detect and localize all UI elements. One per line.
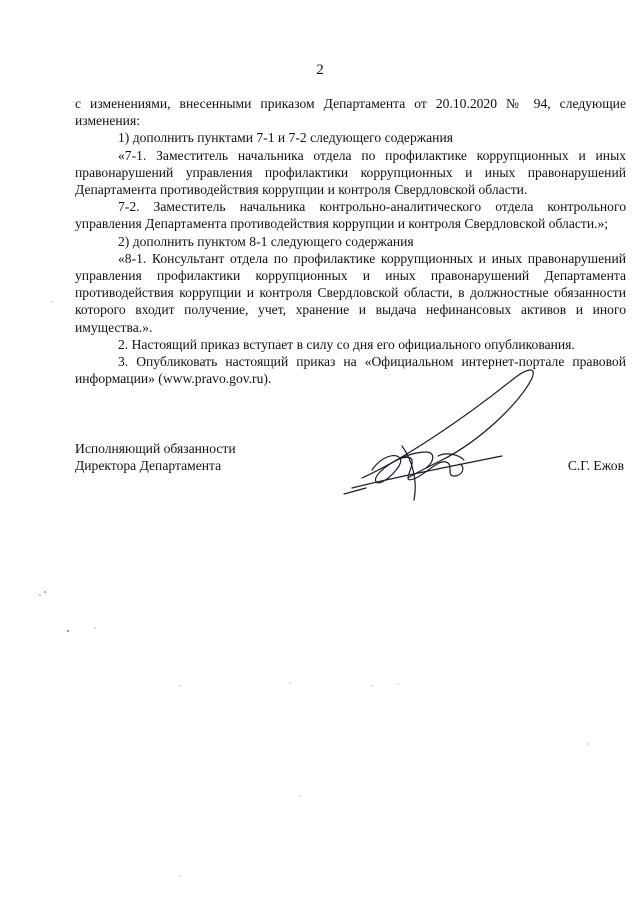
paragraph-item-2: 2) дополнить пунктом 8-1 следующего содержания (118, 233, 414, 249)
paragraph-item-1: 1) дополнить пунктами 7-1 и 7-2 следующего содержания (118, 130, 453, 146)
signature-block (75, 440, 626, 520)
document-body (75, 95, 626, 387)
paragraph-intro: с изменениями, внесенными приказом Департамента от 20.10.2020 № 94, следующие изменения: (75, 96, 626, 129)
paragraph-point-2: 2. Настоящий приказ вступает в силу со дня его официального опубликования. (118, 336, 575, 352)
signer-position (75, 440, 236, 474)
paragraph-clause-7-2: 7-2. Заместитель начальника контрольно-аналитического отдела контрольного управления Департамента противодействия коррупции и контроля Свердловской области.»; (75, 199, 626, 232)
paragraph-clause-7-1: «7-1. Заместитель начальника отдела по профилактике коррупционных и иных правонарушений управления профилактики коррупционных и иных правонарушений Департамента противодействия коррупции и контроля Свердловской области. (75, 147, 626, 198)
signer-position-line-1: Исполняющий обязанности (75, 441, 236, 456)
paragraph-clause-8-1: «8-1. Консультант отдела по профилактике коррупционных и иных правонарушений управления профилактики коррупционных и иных правонарушений Департамента противодействия коррупции и контроля Свердловской области, в должностные обязанности которого входит получение, учет, хранение и выдача нефинансовых активов и иного имущества.». (75, 250, 626, 335)
paragraph-point-3: 3. Опубликовать настоящий приказ на «Официальном интернет-портале правовой информации» (www.pravo.gov.ru). (75, 354, 626, 387)
signer-name: С.Г. Ежов (567, 458, 624, 473)
signer-position-line-2: Директора Департамента (75, 458, 222, 474)
page-number: 2 (316, 62, 324, 78)
